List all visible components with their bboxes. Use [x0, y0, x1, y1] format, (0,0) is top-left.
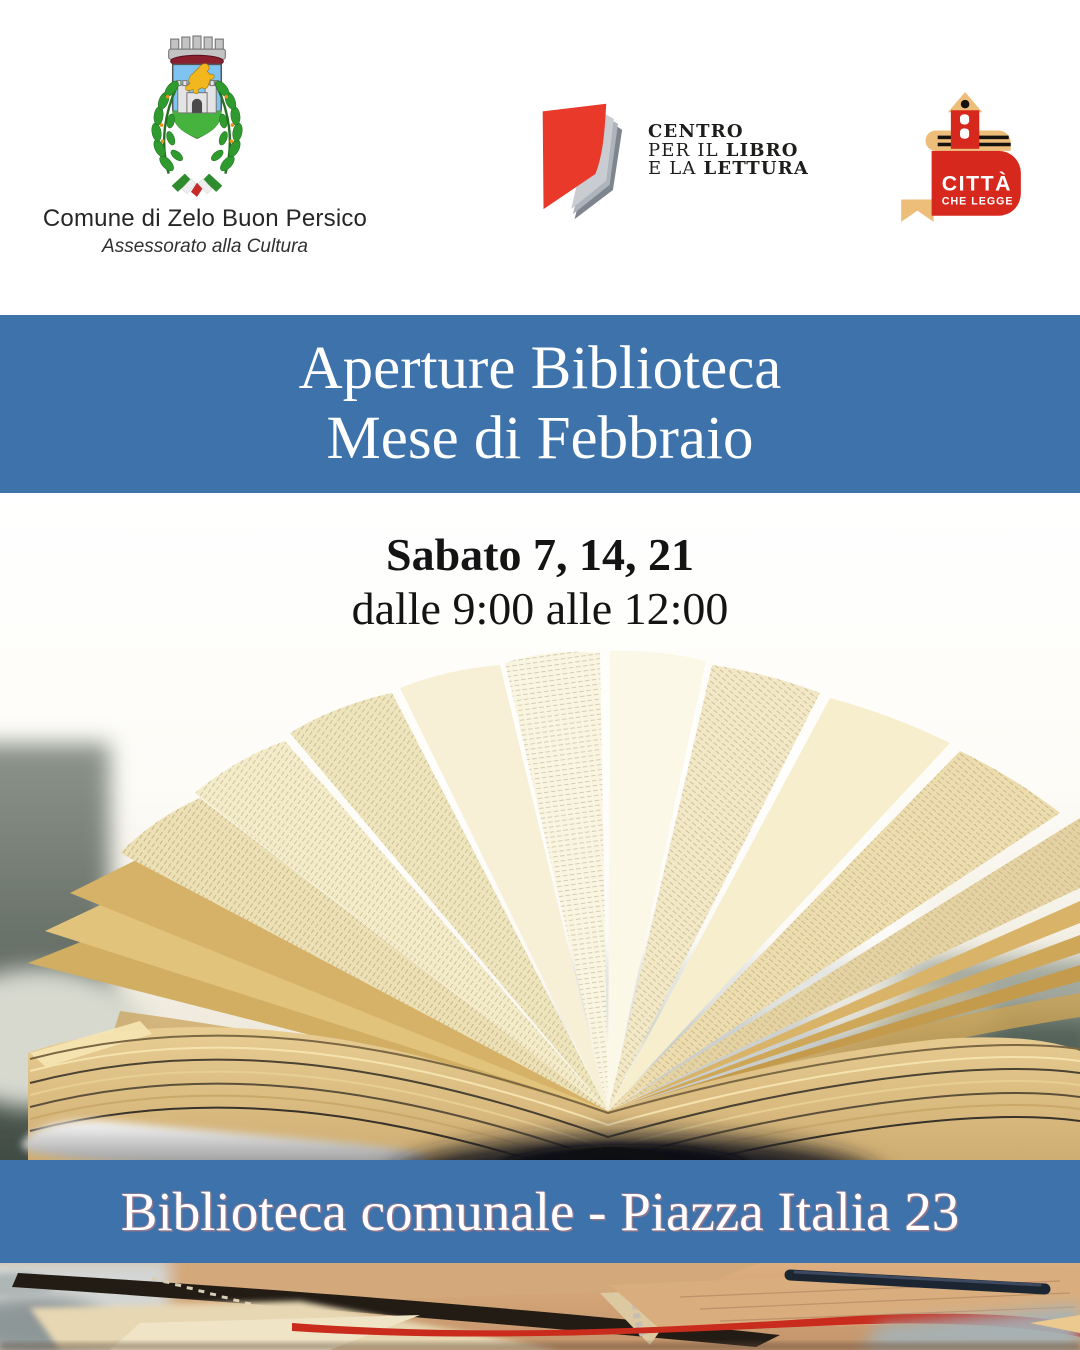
book-closeup-photo: [0, 1263, 1080, 1350]
citta-subtitle: CHE LEGGE: [941, 195, 1014, 208]
comune-name: Comune di Zelo Buon Persico: [42, 205, 368, 232]
address-text: Biblioteca comunale - Piazza Italia 23: [120, 1181, 960, 1242]
citta-title: CITTÀ: [941, 171, 1013, 196]
title-line-2: Mese di Febbraio: [326, 405, 754, 472]
title-banner: [0, 315, 1080, 493]
citta-che-legge-book-icon: [893, 92, 1025, 234]
cepell-book-icon: [536, 96, 628, 222]
cepell-logo: [536, 96, 809, 222]
header: [0, 0, 1080, 315]
address-banner: [0, 1160, 1080, 1263]
schedule-days: Sabato 7, 14, 21: [386, 529, 694, 580]
comune-coat-of-arms-icon: [124, 34, 270, 206]
cepell-wordmark: CENTRO PER IL LIBRO E LA LETTURA: [648, 121, 810, 179]
title-line-1: Aperture Biblioteca: [298, 335, 782, 402]
schedule-hours: dalle 9:00 alle 12:00: [351, 583, 729, 634]
citta-che-legge-logo: [893, 92, 1025, 234]
comune-caption: [15, 205, 395, 258]
schedule: [0, 528, 1080, 636]
comune-subtitle: Assessorato alla Cultura: [102, 236, 308, 257]
